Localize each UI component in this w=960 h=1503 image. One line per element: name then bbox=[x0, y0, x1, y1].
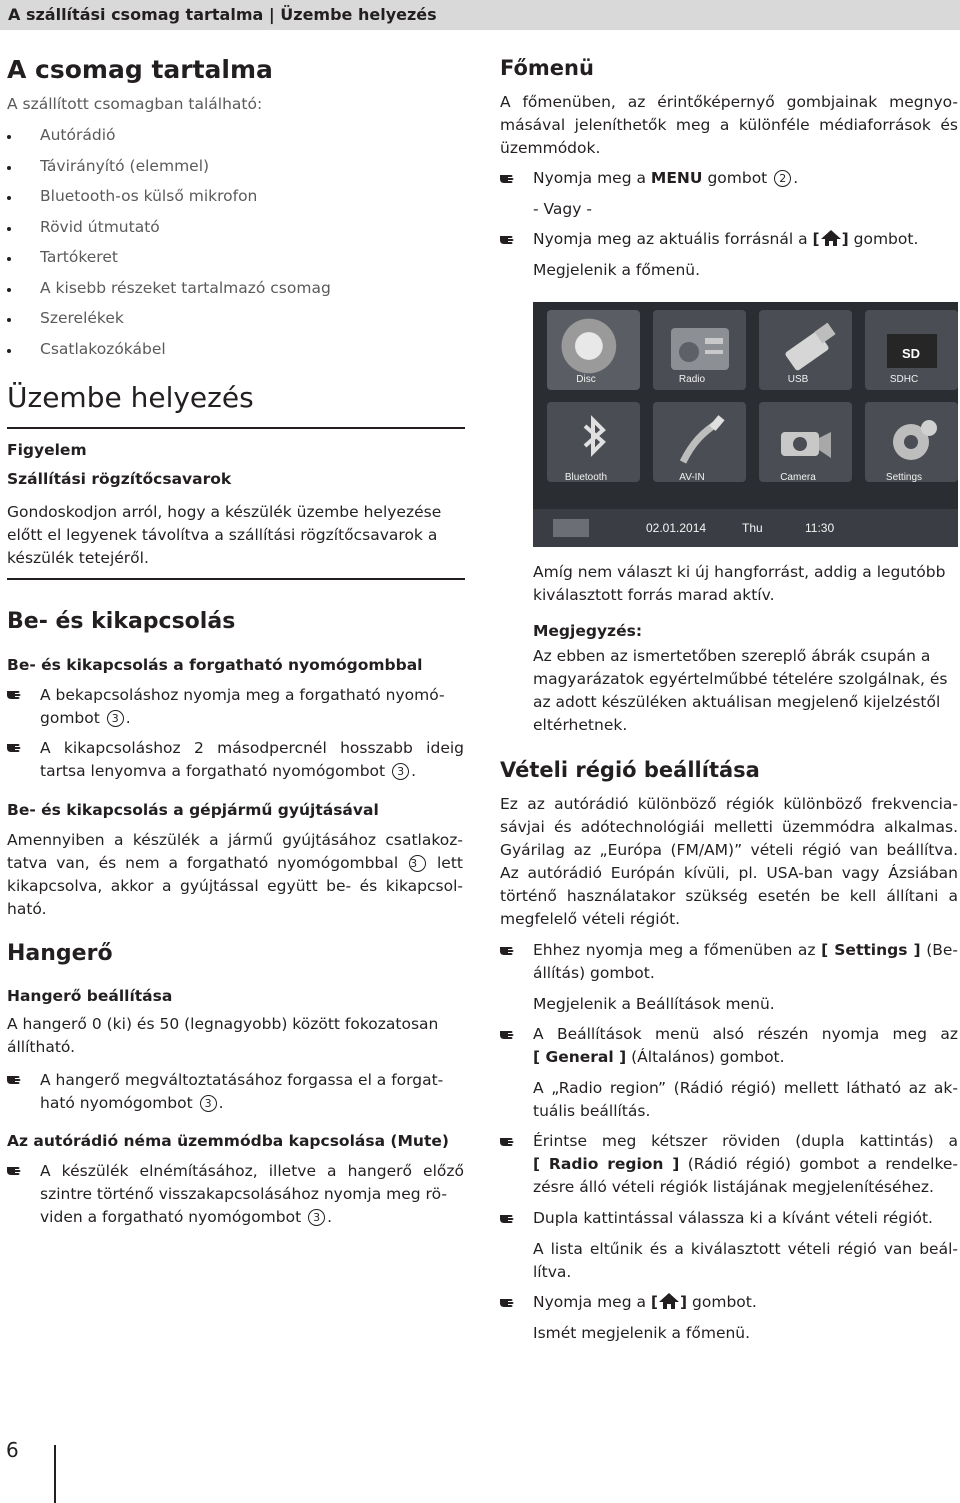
region-result: A lista eltűnik és a kiválasztott vételi régió van beál- bbox=[533, 1240, 958, 1258]
divider bbox=[7, 427, 465, 429]
setup-heading: Üzembe helyezés bbox=[7, 381, 254, 414]
tile-label: USB bbox=[787, 374, 809, 385]
tile-label: Bluetooth bbox=[564, 472, 608, 483]
note-text: Az ebben az ismertetőben szereplő ábrák csupán a bbox=[533, 647, 931, 665]
region-step: [ Radio region ] (Rádió régió) gombot a rendelke- bbox=[533, 1155, 958, 1173]
region-heading: Vételi régió beállítása bbox=[500, 758, 760, 782]
volume-set-text: A hangerő 0 (ki) és 50 (legnagyobb) között fokozatosan bbox=[7, 1015, 439, 1033]
region-result: A „Radio region” (Rádió régió) mellett látható az ak- bbox=[533, 1079, 958, 1097]
volume-set-title: Hangerő beállítása bbox=[7, 987, 173, 1005]
pointing-hand-icon bbox=[7, 1073, 25, 1085]
region-step: Ehhez nyomja meg a főmenüben az [ Settings ] (Be- bbox=[533, 941, 959, 959]
tile-label: Settings bbox=[885, 472, 923, 483]
page-number: 6 bbox=[6, 1438, 19, 1462]
status-bar bbox=[533, 509, 958, 547]
camera-tile bbox=[759, 402, 852, 482]
mute-text: A készülék elnémításához, illetve a hangerő előző bbox=[40, 1162, 464, 1180]
pointing-hand-icon bbox=[7, 688, 25, 700]
region-step: A Beállítások menü alsó részén nyomja meg az bbox=[533, 1025, 958, 1043]
bluetooth-tile bbox=[547, 402, 640, 482]
pointing-hand-icon bbox=[500, 1212, 518, 1224]
mainmenu-text: másával jeleníthetők meg a különféle médiaforrások és bbox=[500, 116, 958, 134]
bluetooth-icon bbox=[547, 402, 640, 482]
mute-text: szintre történő visszakapcsolásához nyomja meg rö- bbox=[40, 1185, 447, 1203]
main-menu-screenshot bbox=[533, 302, 958, 547]
knob-number-badge: 3 bbox=[308, 1209, 325, 1226]
region-step: Nyomja meg a [ ] gombot. bbox=[533, 1293, 757, 1311]
region-text: Gyárilag az „Európa (FM/AM)” vételi régió van beállítva. bbox=[500, 841, 958, 859]
knob-number-badge: 3 bbox=[107, 710, 124, 727]
package-heading: A csomag tartalma bbox=[7, 55, 273, 84]
region-result: lítva. bbox=[533, 1263, 572, 1281]
menu-number-badge: 2 bbox=[774, 170, 791, 187]
status-day: Thu bbox=[742, 521, 763, 535]
volume-turn-text: A hangerő megváltoztatásához forgassa el a forgat- bbox=[40, 1071, 444, 1089]
volume-heading: Hangerő bbox=[7, 941, 113, 966]
region-result: tuális beállítás. bbox=[533, 1102, 651, 1120]
region-result: Megjelenik a Beállítások menü. bbox=[533, 995, 775, 1013]
tile-label: Disc bbox=[576, 374, 596, 385]
region-step: Érintse meg kétszer röviden (dupla kattintás) a bbox=[533, 1132, 958, 1150]
menu-step: Nyomja meg a MENU gombot 2 . bbox=[533, 169, 799, 187]
mainmenu-text: A főmenüben, az érintőképernyő gombjainak megnyo- bbox=[500, 93, 958, 111]
status-date: 02.01.2014 bbox=[646, 521, 707, 535]
screws-line: készülék tetejéről. bbox=[7, 549, 149, 567]
knob-number-badge: 3 bbox=[392, 763, 409, 780]
pointing-hand-icon bbox=[500, 233, 518, 245]
mainmenu-heading: Főmenü bbox=[500, 56, 594, 80]
footer-divider bbox=[54, 1445, 56, 1503]
power-off-text: A kikapcsoláshoz 2 másodpercnél hosszabb ideig bbox=[40, 739, 464, 757]
note-text: eltérhetnek. bbox=[533, 716, 628, 734]
region-step: Dupla kattintással válassza ki a kívánt vételi régiót. bbox=[533, 1209, 933, 1227]
region-step: állítás) gombot. bbox=[533, 964, 655, 982]
note-text: az adott készüléken aktuálisan megjelenő kijelzéstől bbox=[533, 693, 941, 711]
region-text: Az autórádió Európán kívüli, pl. USA-ban vagy Ázsiában bbox=[500, 864, 958, 882]
settings-tile bbox=[865, 402, 958, 482]
screws-title: Szállítási rögzítőcsavarok bbox=[7, 470, 232, 488]
region-step: [ General ] (Általános) gombot. bbox=[533, 1048, 785, 1066]
region-text: megfelelő vételi régiót. bbox=[500, 910, 681, 928]
camera-icon bbox=[759, 402, 852, 482]
ignition-text: tatva van, és nem a forgatható nyomógombbal 3 lett bbox=[7, 854, 463, 872]
mainmenu-text: üzemmódok. bbox=[500, 139, 601, 157]
ignition-title: Be- és kikapcsolás a gépjármű gyújtásával bbox=[7, 801, 379, 819]
region-step: zésre álló vételi régiók listájának megjelenítéséhez. bbox=[533, 1178, 934, 1196]
home-icon bbox=[658, 1292, 680, 1310]
last-source-text: Amíg nem választ ki új hangforrást, addig a legutóbb bbox=[533, 563, 946, 581]
power-off-text-cont: tartsa lenyomva a forgatható nyomógombot 3 . bbox=[40, 762, 416, 780]
divider bbox=[7, 578, 465, 580]
region-text: sávjai és adótechnológiái melletti üzemmódra alkalmas. bbox=[500, 818, 958, 836]
home-icon bbox=[820, 229, 842, 247]
note-text: magyarázatok egyértelműbbé tételére szolgálnak, és bbox=[533, 670, 948, 688]
volume-set-text: állítható. bbox=[7, 1038, 76, 1056]
running-header: A szállítási csomag tartalma | Üzembe helyezés bbox=[0, 0, 960, 30]
av-cable-icon bbox=[653, 402, 746, 482]
pointing-hand-icon bbox=[500, 1028, 518, 1040]
note-title: Megjegyzés: bbox=[533, 622, 643, 640]
pointing-hand-icon bbox=[500, 172, 518, 184]
onoff-heading: Be- és kikapcsolás bbox=[7, 609, 236, 634]
volume-turn-text-cont: ható nyomógombot 3 . bbox=[40, 1094, 224, 1112]
tile-label: Radio bbox=[678, 374, 706, 385]
svg-text:SD: SD bbox=[901, 346, 921, 361]
knob-number-badge: 3 bbox=[409, 855, 426, 872]
menu-grid-icon bbox=[553, 519, 589, 537]
pointing-hand-icon bbox=[7, 741, 25, 753]
pointing-hand-icon bbox=[500, 1135, 518, 1147]
pointing-hand-icon bbox=[7, 1164, 25, 1176]
status-time: 11:30 bbox=[805, 521, 835, 535]
ignition-text: kikapcsolva, akkor a gyújtással együtt be- és kikapcsol- bbox=[7, 877, 463, 895]
package-intro: A szállított csomagban található: bbox=[7, 95, 263, 113]
mute-text-cont: viden a forgatható nyomógombot 3 . bbox=[40, 1208, 333, 1226]
power-on-text-cont: gombot 3 . bbox=[40, 709, 131, 727]
knob-number-badge: 3 bbox=[200, 1095, 217, 1112]
region-text: Ez az autórádió különböző régiók különböző frekvencia- bbox=[500, 795, 958, 813]
pointing-hand-icon bbox=[500, 944, 518, 956]
region-text: történő használatakor szükség esetén be kell állítani a bbox=[500, 887, 958, 905]
screws-line: előtt el legyenek távolítva a szállítási rögzítőcsavarok a bbox=[7, 526, 438, 544]
av-in-tile bbox=[653, 402, 746, 482]
power-on-text: A bekapcsoláshoz nyomja meg a forgatható nyomó- bbox=[40, 686, 445, 704]
pointing-hand-icon bbox=[500, 1296, 518, 1308]
knob-title: Be- és kikapcsolás a forgatható nyomógombbal bbox=[7, 656, 423, 674]
or-separator: - Vagy - bbox=[533, 200, 592, 218]
gear-icon bbox=[865, 402, 958, 482]
attention-label: Figyelem bbox=[7, 441, 87, 459]
region-result: Ismét megjelenik a főmenü. bbox=[533, 1324, 751, 1342]
tile-label: AV-IN bbox=[679, 472, 705, 483]
tile-label: SDHC bbox=[889, 374, 919, 385]
menu-appears: Megjelenik a főmenü. bbox=[533, 261, 701, 279]
tile-label: Camera bbox=[780, 472, 816, 483]
ignition-text: Amennyiben a készülék a jármű gyújtásához csatlakoz- bbox=[7, 831, 463, 849]
screws-line: Gondoskodjon arról, hogy a készülék üzembe helyezése bbox=[7, 503, 442, 521]
mute-title: Az autórádió néma üzemmódba kapcsolása (Mute) bbox=[7, 1132, 449, 1150]
last-source-text: kiválasztott forrás marad aktív. bbox=[533, 586, 775, 604]
ignition-text: ható. bbox=[7, 900, 47, 918]
home-step: Nyomja meg az aktuális forrásnál a [ ] gombot. bbox=[533, 230, 919, 248]
